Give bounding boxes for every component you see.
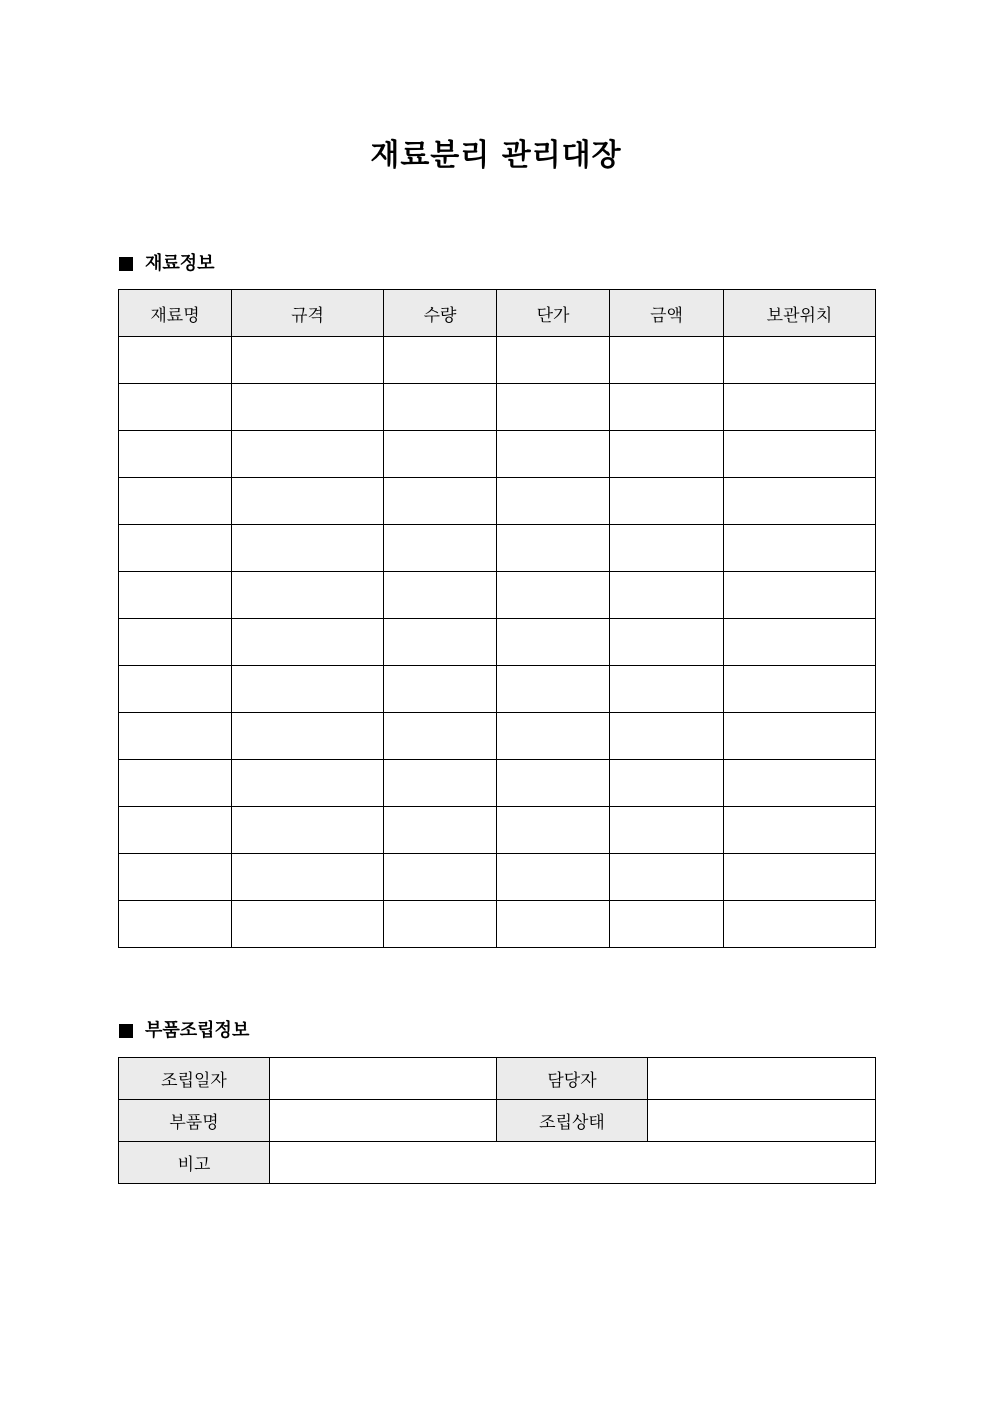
column-header-amount: 금액 [610, 290, 724, 337]
table-cell[interactable] [497, 760, 610, 807]
person-in-charge-label: 담당자 [497, 1058, 648, 1100]
table-row [119, 1058, 876, 1100]
table-cell[interactable] [384, 572, 497, 619]
table-cell[interactable] [384, 901, 497, 948]
table-cell[interactable] [497, 854, 610, 901]
table-cell[interactable] [232, 572, 384, 619]
table-cell[interactable] [119, 713, 232, 760]
table-cell[interactable] [610, 760, 724, 807]
materials-table [118, 289, 876, 948]
table-cell[interactable] [610, 572, 724, 619]
table-row [119, 619, 876, 666]
table-cell[interactable] [610, 431, 724, 478]
assembly-section-heading [119, 1019, 249, 1043]
table-cell[interactable] [724, 384, 876, 431]
table-cell[interactable] [232, 713, 384, 760]
table-cell[interactable] [232, 807, 384, 854]
materials-header-row [119, 290, 876, 337]
table-cell[interactable] [497, 713, 610, 760]
table-cell[interactable] [384, 760, 497, 807]
remarks-field[interactable] [270, 1142, 876, 1184]
table-cell[interactable] [610, 807, 724, 854]
part-name-label: 부품명 [119, 1100, 270, 1142]
table-row [119, 1142, 876, 1184]
table-row [119, 1100, 876, 1142]
table-cell[interactable] [497, 431, 610, 478]
square-bullet-icon [119, 1024, 133, 1038]
table-cell[interactable] [384, 713, 497, 760]
table-cell[interactable] [384, 619, 497, 666]
table-cell[interactable] [232, 478, 384, 525]
table-cell[interactable] [384, 337, 497, 384]
table-row [119, 760, 876, 807]
square-bullet-icon [119, 257, 133, 271]
table-cell[interactable] [724, 854, 876, 901]
table-row [119, 525, 876, 572]
page-title: 재료분리 관리대장 [370, 138, 622, 173]
table-cell[interactable] [232, 431, 384, 478]
table-cell[interactable] [384, 431, 497, 478]
assembly-status-label: 조립상태 [497, 1100, 648, 1142]
table-cell[interactable] [610, 337, 724, 384]
table-cell[interactable] [384, 478, 497, 525]
table-cell[interactable] [232, 619, 384, 666]
assembly-date-label: 조립일자 [119, 1058, 270, 1100]
table-row [119, 337, 876, 384]
assembly-table [118, 1057, 876, 1184]
table-cell[interactable] [724, 572, 876, 619]
table-row [119, 901, 876, 948]
table-cell[interactable] [497, 478, 610, 525]
table-cell[interactable] [232, 384, 384, 431]
table-cell[interactable] [610, 384, 724, 431]
table-cell[interactable] [119, 666, 232, 713]
table-cell[interactable] [610, 525, 724, 572]
table-cell[interactable] [119, 337, 232, 384]
table-cell[interactable] [724, 337, 876, 384]
table-cell[interactable] [497, 619, 610, 666]
table-cell[interactable] [610, 666, 724, 713]
table-cell[interactable] [384, 807, 497, 854]
table-cell[interactable] [232, 901, 384, 948]
table-cell[interactable] [724, 807, 876, 854]
table-row [119, 478, 876, 525]
column-header-quantity: 수량 [384, 290, 497, 337]
assembly-status-field[interactable] [648, 1100, 876, 1142]
table-cell[interactable] [119, 572, 232, 619]
person-in-charge-field[interactable] [648, 1058, 876, 1100]
table-cell[interactable] [497, 666, 610, 713]
column-header-spec: 규격 [232, 290, 384, 337]
table-cell[interactable] [119, 525, 232, 572]
column-header-unit-price: 단가 [497, 290, 610, 337]
assembly-date-field[interactable] [270, 1058, 497, 1100]
table-cell[interactable] [232, 666, 384, 713]
table-cell[interactable] [610, 713, 724, 760]
table-cell[interactable] [610, 478, 724, 525]
table-row [119, 431, 876, 478]
table-row [119, 384, 876, 431]
table-cell[interactable] [497, 901, 610, 948]
table-cell[interactable] [119, 854, 232, 901]
table-row [119, 572, 876, 619]
table-cell[interactable] [119, 807, 232, 854]
table-cell[interactable] [497, 337, 610, 384]
table-row [119, 666, 876, 713]
table-cell[interactable] [119, 619, 232, 666]
table-cell[interactable] [724, 713, 876, 760]
table-cell[interactable] [119, 760, 232, 807]
table-cell[interactable] [724, 760, 876, 807]
table-cell[interactable] [232, 337, 384, 384]
table-cell[interactable] [497, 572, 610, 619]
table-cell[interactable] [119, 478, 232, 525]
table-cell[interactable] [119, 431, 232, 478]
materials-heading-label: 재료정보 [145, 253, 215, 274]
part-name-field[interactable] [270, 1100, 497, 1142]
table-cell[interactable] [384, 666, 497, 713]
table-row [119, 713, 876, 760]
table-cell[interactable] [384, 384, 497, 431]
table-cell[interactable] [724, 666, 876, 713]
table-cell[interactable] [497, 807, 610, 854]
table-cell[interactable] [232, 760, 384, 807]
table-cell[interactable] [232, 854, 384, 901]
table-cell[interactable] [384, 525, 497, 572]
table-cell[interactable] [610, 854, 724, 901]
table-cell[interactable] [119, 901, 232, 948]
table-cell[interactable] [610, 901, 724, 948]
column-header-storage-location: 보관위치 [724, 290, 876, 337]
table-cell[interactable] [724, 478, 876, 525]
table-cell[interactable] [724, 619, 876, 666]
table-cell[interactable] [497, 384, 610, 431]
table-cell[interactable] [119, 384, 232, 431]
column-header-material-name: 재료명 [119, 290, 232, 337]
table-cell[interactable] [497, 525, 610, 572]
table-row [119, 807, 876, 854]
table-cell[interactable] [724, 901, 876, 948]
table-cell[interactable] [724, 525, 876, 572]
materials-section-heading [119, 252, 215, 276]
materials-table-body [119, 337, 876, 948]
table-cell[interactable] [232, 525, 384, 572]
table-cell[interactable] [724, 431, 876, 478]
table-cell[interactable] [384, 854, 497, 901]
table-row [119, 854, 876, 901]
table-cell[interactable] [610, 619, 724, 666]
remarks-label: 비고 [119, 1142, 270, 1184]
assembly-heading-label: 부품조립정보 [145, 1020, 250, 1041]
